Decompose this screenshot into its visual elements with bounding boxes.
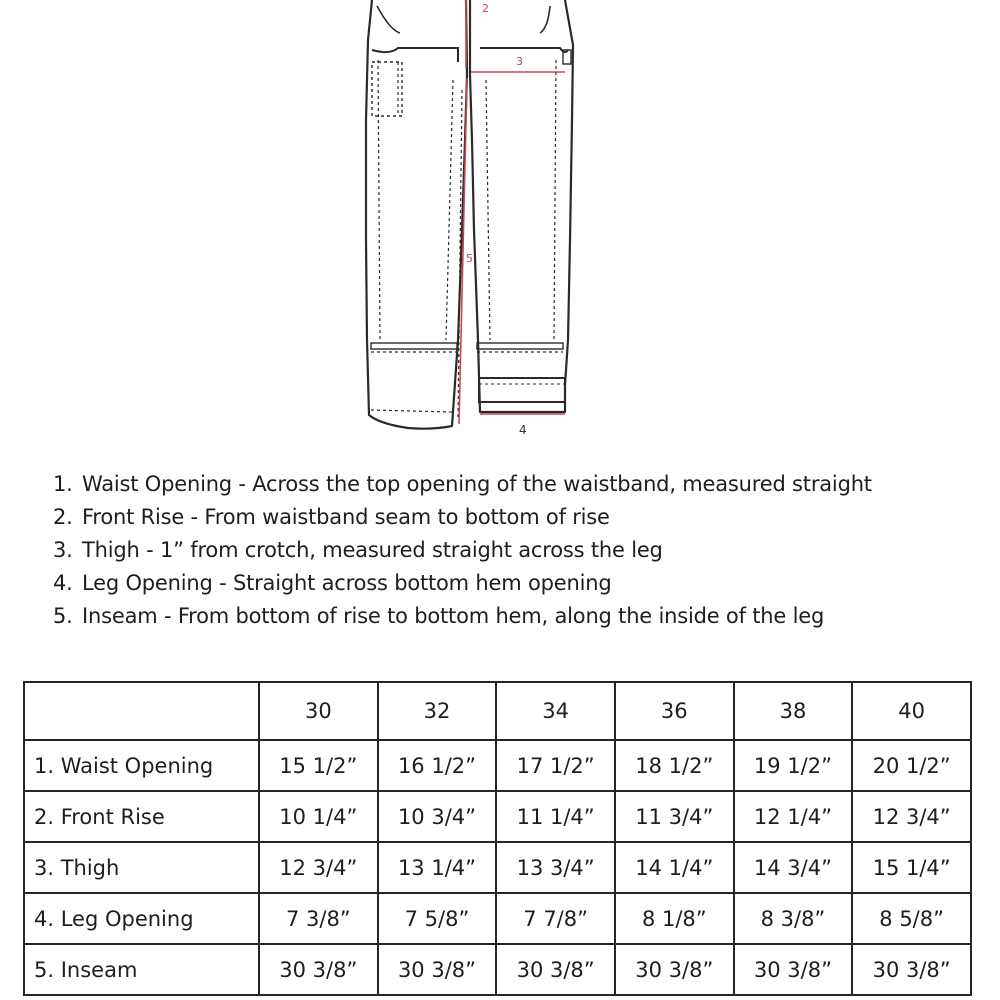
size-header: 34 bbox=[496, 682, 615, 740]
table-cell: 16 1/2” bbox=[378, 740, 497, 791]
table-cell: 13 3/4” bbox=[496, 842, 615, 893]
row-label: 3. Thigh bbox=[24, 842, 259, 893]
legend-text: Leg Opening - Straight across bottom hem opening bbox=[82, 571, 612, 595]
table-cell: 7 3/8” bbox=[259, 893, 378, 944]
legend-item bbox=[53, 600, 872, 633]
table-corner-cell bbox=[24, 682, 259, 740]
table-cell: 30 3/8” bbox=[378, 944, 497, 995]
legend-text: Front Rise - From waistband seam to bottom of rise bbox=[82, 505, 610, 529]
legend-number: 4. bbox=[53, 571, 73, 595]
diagram-label-4: 4 bbox=[519, 423, 527, 437]
legend-number: 5. bbox=[53, 604, 73, 628]
table-cell: 14 3/4” bbox=[734, 842, 853, 893]
right-knee-patch bbox=[477, 343, 563, 349]
row-label: 5. Inseam bbox=[24, 944, 259, 995]
table-cell: 11 3/4” bbox=[615, 791, 734, 842]
table-cell: 12 3/4” bbox=[259, 842, 378, 893]
table-cell: 30 3/8” bbox=[496, 944, 615, 995]
table-cell: 15 1/4” bbox=[852, 842, 971, 893]
table-cell: 7 7/8” bbox=[496, 893, 615, 944]
left-leg-outline bbox=[366, 0, 467, 429]
diagram-label-5: 5 bbox=[466, 252, 473, 265]
size-header: 40 bbox=[852, 682, 971, 740]
table-cell: 30 3/8” bbox=[852, 944, 971, 995]
left-pocket-inner bbox=[377, 6, 400, 33]
legend-text: Thigh - 1” from crotch, measured straight across the leg bbox=[82, 538, 663, 562]
table-cell: 8 1/8” bbox=[615, 893, 734, 944]
table-cell: 14 1/4” bbox=[615, 842, 734, 893]
legend-number: 3. bbox=[53, 538, 73, 562]
table-row bbox=[24, 740, 971, 791]
table-cell: 19 1/2” bbox=[734, 740, 853, 791]
pants-technical-drawing bbox=[0, 0, 1000, 450]
table-cell: 13 1/4” bbox=[378, 842, 497, 893]
size-header: 38 bbox=[734, 682, 853, 740]
legend-item bbox=[53, 501, 872, 534]
diagram-label-3: 3 bbox=[516, 55, 523, 68]
table-cell: 30 3/8” bbox=[615, 944, 734, 995]
table-cell: 8 5/8” bbox=[852, 893, 971, 944]
table-cell: 8 3/8” bbox=[734, 893, 853, 944]
measurement-legend bbox=[53, 468, 872, 633]
table-row bbox=[24, 842, 971, 893]
size-header: 32 bbox=[378, 682, 497, 740]
legend-item bbox=[53, 534, 872, 567]
legend-text: Inseam - From bottom of rise to bottom hem, along the inside of the leg bbox=[82, 604, 825, 628]
table-cell: 12 3/4” bbox=[852, 791, 971, 842]
table-row bbox=[24, 944, 971, 995]
table-row bbox=[24, 791, 971, 842]
table-cell: 15 1/2” bbox=[259, 740, 378, 791]
size-chart-table bbox=[23, 681, 972, 996]
size-header: 36 bbox=[615, 682, 734, 740]
left-knee-patch bbox=[371, 343, 457, 349]
row-label: 2. Front Rise bbox=[24, 791, 259, 842]
table-cell: 10 1/4” bbox=[259, 791, 378, 842]
table-cell: 10 3/4” bbox=[378, 791, 497, 842]
legend-item bbox=[53, 468, 872, 501]
table-cell: 18 1/2” bbox=[615, 740, 734, 791]
row-label: 4. Leg Opening bbox=[24, 893, 259, 944]
table-cell: 20 1/2” bbox=[852, 740, 971, 791]
table-cell: 12 1/4” bbox=[734, 791, 853, 842]
legend-number: 2. bbox=[53, 505, 73, 529]
table-cell: 11 1/4” bbox=[496, 791, 615, 842]
right-pocket bbox=[480, 48, 568, 52]
left-pocket bbox=[372, 48, 458, 62]
legend-item bbox=[53, 567, 872, 600]
table-row bbox=[24, 893, 971, 944]
table-cell: 30 3/8” bbox=[734, 944, 853, 995]
table-cell: 17 1/2” bbox=[496, 740, 615, 791]
table-header-row bbox=[24, 682, 971, 740]
table-cell: 30 3/8” bbox=[259, 944, 378, 995]
right-cuff bbox=[479, 378, 565, 402]
table-cell: 7 5/8” bbox=[378, 893, 497, 944]
legend-number: 1. bbox=[53, 472, 73, 496]
legend-text: Waist Opening - Across the top opening of the waistband, measured straight bbox=[82, 472, 872, 496]
row-label: 1. Waist Opening bbox=[24, 740, 259, 791]
diagram-label-2: 2 bbox=[482, 2, 489, 15]
size-header: 30 bbox=[259, 682, 378, 740]
